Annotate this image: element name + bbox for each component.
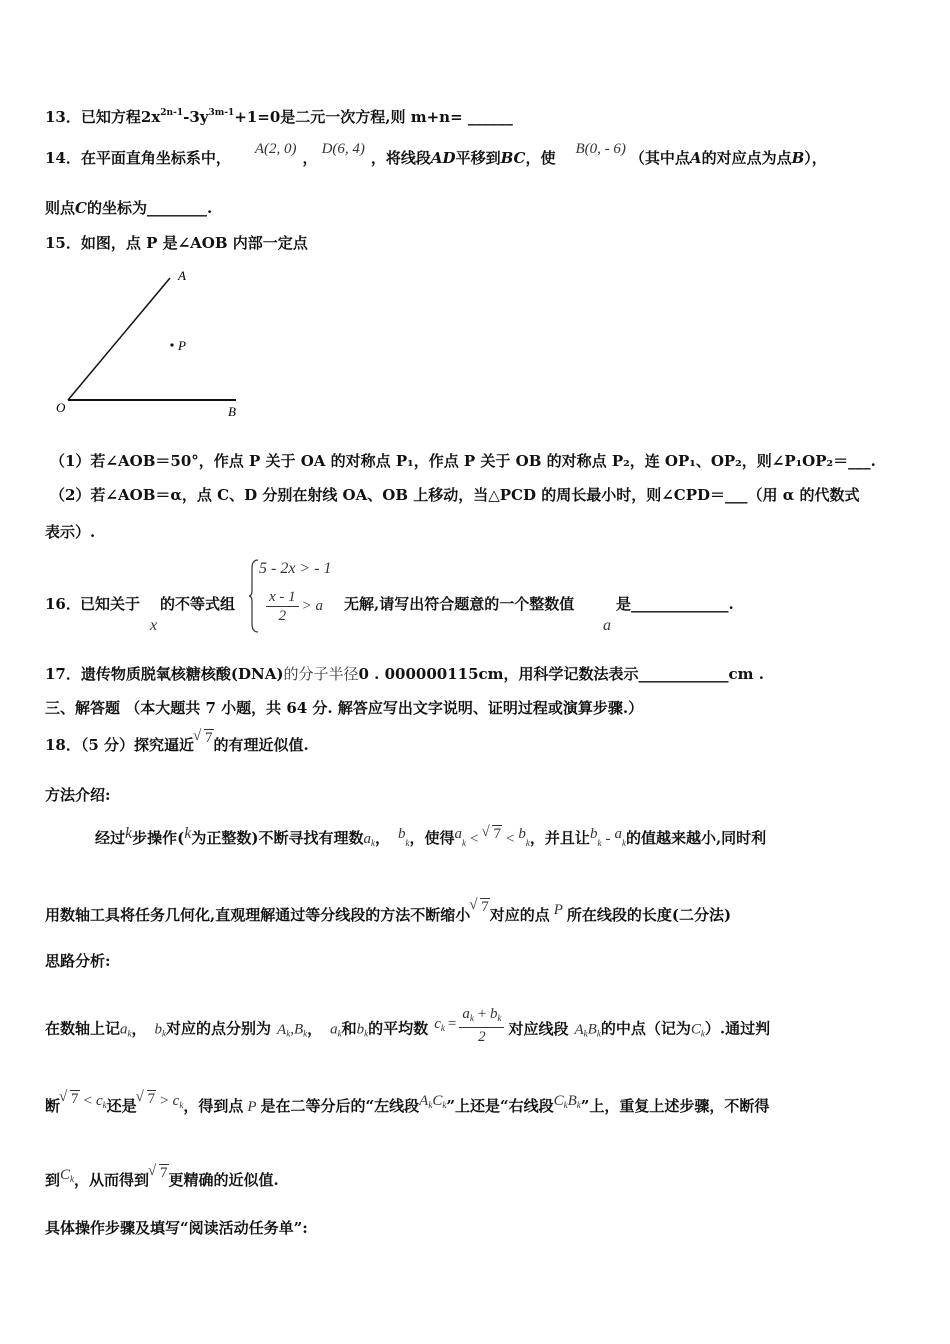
analysis-line3 bbox=[45, 1165, 279, 1195]
an-c2: c bbox=[95, 1093, 103, 1109]
an-A2: A bbox=[574, 1021, 584, 1038]
an-c2-sub: k bbox=[102, 1100, 107, 1110]
an-C3: C bbox=[553, 1093, 564, 1109]
q14-text7: ）， bbox=[804, 149, 827, 167]
an-A3: A bbox=[419, 1093, 429, 1109]
an-m5: ”上还是“右线段 bbox=[446, 1097, 554, 1115]
an-A: A bbox=[277, 1021, 287, 1038]
q14-text6: 的对应点为点 bbox=[701, 149, 792, 167]
q17-text2: (DNA) bbox=[230, 665, 284, 683]
an-l3: 的平均数 bbox=[368, 1019, 429, 1038]
q14-line2 bbox=[45, 198, 212, 218]
an-rad2: 7 bbox=[147, 1091, 156, 1107]
an-m1: 断 bbox=[45, 1097, 61, 1115]
an-c: c bbox=[434, 1015, 441, 1032]
an-plus: + bbox=[476, 1006, 487, 1022]
an-e3: 更精确的近似值. bbox=[168, 1171, 279, 1189]
q14-sep: ， bbox=[302, 149, 318, 167]
m-k2: k bbox=[184, 825, 192, 842]
q15-part1: （1）若∠AOB＝50°，作点 P 关于 OA 的对称点 P₁，作点 P 关于 OB 的对称点 P₂，连 OP₁、OP₂，则∠P₁OP₂＝___. bbox=[50, 452, 876, 470]
an-m2: 还是 bbox=[106, 1097, 137, 1115]
m-b3-sub: k bbox=[597, 838, 602, 848]
an-fn-a-sub: k bbox=[469, 1013, 474, 1023]
m-comma: ， bbox=[374, 829, 390, 847]
m-radicand: 7 bbox=[493, 826, 501, 842]
m-a3: a bbox=[614, 826, 622, 842]
q18-radicand: 7 bbox=[205, 730, 213, 746]
an-fn-b-sub: k bbox=[497, 1013, 502, 1023]
an-C2: C bbox=[432, 1093, 443, 1109]
m-a2-sub: k bbox=[461, 838, 466, 848]
q15-stem-text: 如图，点 P 是∠AOB 内部一定点 bbox=[80, 234, 308, 252]
m-lt2: < bbox=[505, 831, 515, 847]
q16-number: 16． bbox=[45, 595, 81, 613]
q16-ineq1: 5 - 2x > - 1 bbox=[259, 560, 332, 577]
q16-fraction bbox=[266, 588, 323, 625]
q14-text5: （其中点 bbox=[629, 149, 690, 167]
m-a3-sub: k bbox=[621, 838, 626, 848]
an-B-sub: k bbox=[303, 1028, 308, 1039]
analysis-heading: 思路分析: bbox=[45, 952, 111, 970]
m-b: b bbox=[397, 826, 406, 842]
an-B2: B bbox=[587, 1021, 597, 1038]
q15-part2-cont: 表示）. bbox=[45, 523, 96, 541]
q14-line1 bbox=[45, 141, 827, 169]
q17-text1: 遗传物质脱氧核糖核酸 bbox=[80, 665, 231, 683]
an-fraction bbox=[459, 1005, 504, 1046]
q14-text2: ，将线段 bbox=[370, 149, 431, 167]
an-c3: c bbox=[172, 1093, 180, 1109]
m-b3: b bbox=[589, 826, 598, 842]
an-rad1: 7 bbox=[71, 1091, 79, 1107]
an-e1: 到 bbox=[45, 1171, 61, 1189]
an-b-sub: k bbox=[162, 1028, 167, 1039]
method-heading: 方法介绍: bbox=[45, 786, 111, 804]
an-m4: 是在二等分后的“左线段 bbox=[260, 1097, 420, 1115]
an-gt: > bbox=[160, 1093, 169, 1109]
m-a2: a bbox=[454, 826, 462, 842]
q16-text2: 的不等式组 bbox=[160, 595, 236, 613]
an-l1: 在数轴上记 bbox=[45, 1019, 121, 1038]
q17-line bbox=[45, 664, 764, 685]
an-c3-sub: k bbox=[179, 1100, 184, 1110]
steps-heading: 具体操作步骤及填写“阅读活动任务单”: bbox=[45, 1219, 308, 1237]
angle-aob-figure bbox=[52, 262, 252, 432]
q14-text3: 平移到 bbox=[455, 149, 501, 167]
m-l1: 经过 bbox=[95, 829, 126, 847]
q17-number: 17． bbox=[45, 665, 81, 683]
an-fn-b: b bbox=[489, 1006, 498, 1022]
q14-text4: ，使 bbox=[525, 149, 556, 167]
an-and: 和 bbox=[341, 1019, 357, 1038]
m-a: a bbox=[363, 831, 371, 847]
q13-exp1: 2n-1 bbox=[160, 108, 184, 118]
q16-var-x: x bbox=[150, 617, 158, 634]
q16-text1: 已知关于 bbox=[80, 595, 141, 613]
method-line2 bbox=[45, 899, 732, 926]
q14-seg-ad: AD bbox=[430, 149, 456, 167]
an-C4: C bbox=[60, 1167, 71, 1183]
an-C2-sub: k bbox=[442, 1100, 447, 1110]
label-a: A bbox=[178, 268, 186, 283]
q18-number: 18． bbox=[45, 736, 81, 754]
m-l5: ，并且让 bbox=[529, 829, 590, 847]
an-A2-sub: k bbox=[583, 1028, 588, 1039]
an-C-sub: k bbox=[700, 1028, 705, 1039]
an-m6: ”上，重复上述步骤，不断得 bbox=[580, 1097, 770, 1115]
q16-rhs: > a bbox=[301, 597, 324, 614]
analysis-line1: 在数轴上记$a_k$， $b_k$对应的点分别为 $A_k,B_k$， $a_k$和$b_k$的平均数 $c^k$ = $\frac{a_k + b_k}{2}$ 对应线段 $A_kB_k$的中点（记为$C_k$）.通过判 bbox=[45, 1006, 771, 1045]
q14-number: 14． bbox=[45, 149, 81, 167]
q16-text3: 无解,请写出符合题意的一个整数值 bbox=[344, 595, 575, 613]
q14-text1: 在平面直角坐标系中， bbox=[80, 149, 231, 167]
q13-exp2: 3m-1 bbox=[208, 108, 235, 118]
m-l8: 对应的点 bbox=[489, 906, 550, 924]
label-o: O bbox=[56, 400, 66, 415]
an-l5: 的中点（记为 bbox=[600, 1019, 691, 1038]
an-b: b bbox=[154, 1021, 163, 1038]
m-minus: - bbox=[605, 831, 611, 847]
an-C: C bbox=[690, 1021, 701, 1038]
m-l6: 的值越来越小,同时利 bbox=[625, 829, 767, 847]
an-A-sub: k bbox=[286, 1028, 291, 1039]
an-C4-sub: k bbox=[70, 1174, 75, 1184]
m-l7: 用数轴工具将任务几何化,直观理解通过等分线段的方法不断缩小 bbox=[45, 906, 471, 924]
m-a-sub: k bbox=[370, 838, 375, 848]
m-lt: < bbox=[469, 831, 479, 847]
an-a-sub: k bbox=[127, 1028, 132, 1039]
m-b2-sub: k bbox=[525, 838, 530, 848]
q14-seg-bc: BC bbox=[500, 149, 526, 167]
q15-number: 15． bbox=[45, 234, 81, 252]
m-b2: b bbox=[518, 826, 526, 842]
q16-var-a: a bbox=[603, 617, 611, 634]
q16-text4: 是_____________. bbox=[616, 595, 734, 613]
an-C3-sub: k bbox=[563, 1100, 568, 1110]
an-a: a bbox=[120, 1021, 128, 1038]
an-A3-sub: k bbox=[428, 1100, 433, 1110]
an-B3-sub: k bbox=[576, 1100, 581, 1110]
an-eq: = bbox=[447, 1015, 457, 1032]
q17-text3: 的分子半径 bbox=[283, 667, 359, 683]
q16-frac-num: x - 1 bbox=[266, 588, 299, 607]
q14-l2b: 的坐标为________. bbox=[86, 199, 213, 217]
an-e2: ，从而得到 bbox=[74, 1171, 150, 1189]
point-p-dot bbox=[170, 343, 173, 346]
an-l6: ）.通过判 bbox=[704, 1019, 771, 1038]
an-fn-a: a bbox=[462, 1006, 470, 1022]
q13-tail: +1=0是二元一次方程,则 m+n= ______ bbox=[234, 108, 513, 126]
m-l3: 为正整数)不断寻找有理数 bbox=[191, 829, 364, 847]
an-a2-sub: k bbox=[337, 1028, 342, 1039]
an-B2-sub: k bbox=[596, 1028, 601, 1039]
an-m3: ，得到点 bbox=[183, 1097, 244, 1115]
an-comma: ， bbox=[131, 1019, 147, 1038]
q13-number: 13． bbox=[45, 108, 81, 126]
q16-frac-den: 2 bbox=[278, 608, 287, 624]
q14-point-b: B(0, - 6) bbox=[575, 141, 626, 157]
an-comma2: ， bbox=[307, 1019, 323, 1038]
an-B: B bbox=[293, 1021, 304, 1038]
q14-point-d: D(6, 4) bbox=[321, 141, 365, 157]
q14-b: B bbox=[791, 149, 805, 167]
m-k: k bbox=[125, 825, 133, 842]
m-l4: ，使得 bbox=[409, 829, 455, 847]
q13-line bbox=[45, 103, 513, 127]
label-p: P bbox=[178, 338, 186, 353]
m-l2: 步操作( bbox=[132, 829, 185, 847]
an-lt: < bbox=[83, 1093, 92, 1109]
m-radicand2: 7 bbox=[481, 899, 489, 915]
an-l2: 对应的点分别为 bbox=[166, 1019, 272, 1038]
q14-a: A bbox=[689, 149, 702, 167]
q17-text4: 0 . 000000115cm，用科学记数法表示____________cm . bbox=[358, 665, 764, 683]
an-b2-sub: k bbox=[364, 1028, 369, 1039]
q15-stem bbox=[45, 233, 308, 253]
an-c-sub: k bbox=[440, 1022, 445, 1033]
q18-text1: （5 分）探究逼近 bbox=[80, 736, 195, 754]
q13-text: 已知方程 bbox=[80, 108, 141, 126]
q14-c: C bbox=[75, 199, 87, 217]
m-l9: 所在线段的长度(二分法) bbox=[566, 906, 732, 924]
an-p: P bbox=[247, 1099, 257, 1115]
m-b-sub: k bbox=[405, 838, 410, 848]
method-line1 bbox=[95, 825, 767, 853]
analysis-line2 bbox=[45, 1091, 770, 1121]
label-b: B bbox=[228, 404, 236, 419]
q14-l2a: 则点 bbox=[45, 199, 76, 217]
q13-term: 2x bbox=[140, 108, 161, 126]
an-B3: B bbox=[567, 1093, 577, 1109]
q14-point-a: A(2, 0) bbox=[254, 141, 297, 157]
an-b2: b bbox=[356, 1021, 365, 1038]
an-l4: 对应线段 bbox=[508, 1019, 569, 1038]
m-p: P bbox=[553, 902, 563, 918]
q18-text2: 的有理近似值. bbox=[213, 736, 309, 754]
an-fden: 2 bbox=[478, 1029, 486, 1045]
section-3-heading: 三、解答题 （本大题共 7 小题，共 64 分. 解答应写出文字说明、证明过程或演算步骤.） bbox=[45, 699, 644, 717]
an-a2: a bbox=[330, 1021, 338, 1038]
ray-oa bbox=[68, 278, 170, 400]
q13-term2: -3y bbox=[183, 108, 209, 126]
q15-part2: （2）若∠AOB＝α，点 C、D 分别在射线 OA、OB 上移动，当△PCD 的周长最小时，则∠CPD＝___（用 α 的代数式 bbox=[50, 486, 860, 504]
an-rad3: 7 bbox=[160, 1165, 168, 1181]
q18-line bbox=[45, 730, 309, 756]
